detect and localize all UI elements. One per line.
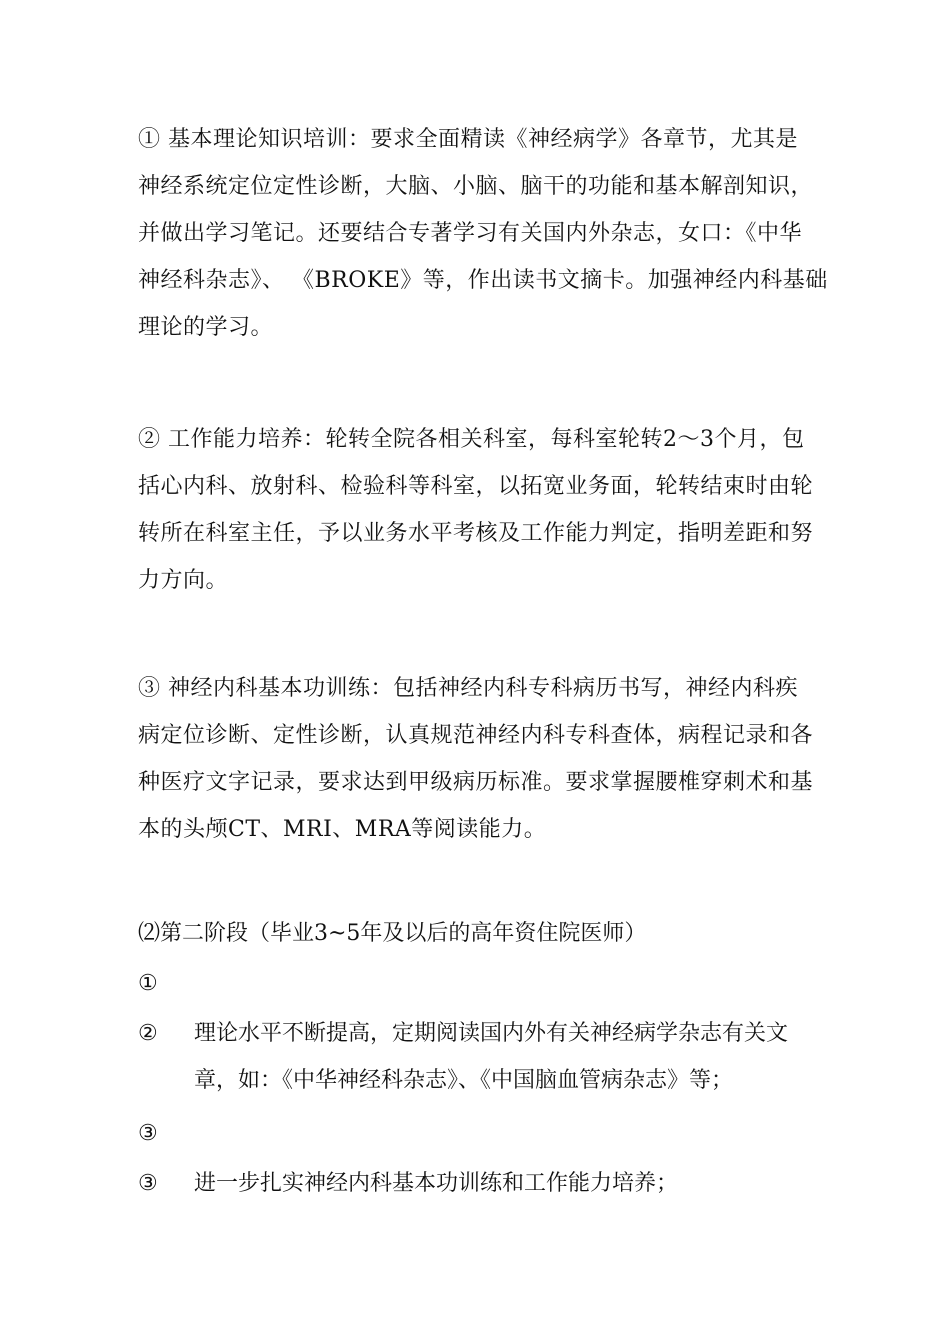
list-marker: ② [138, 1021, 158, 1046]
list-item-text [194, 1160, 678, 1207]
text-line: 并做出学习笔记。还要结合专著学习有关国内外杂志，女口：《中华 [138, 221, 803, 246]
text-line: ③ 神经内科基本功训练：包括神经内科专科病历书写，神经内科疾 [138, 676, 798, 701]
list-item-text [194, 1010, 788, 1104]
text-line: 力方向。 [138, 568, 229, 593]
stage-heading: ⑵第二阶段（毕业3~5年及以后的高年资住院医师） [138, 921, 647, 946]
text-line: 转所在科室主任，予以业务水平考核及工作能力判定，指明差距和努 [138, 521, 814, 546]
text-line: ① 基本理论知识培训：要求全面精读《神经病学》各章节，尤其是 [138, 127, 798, 152]
text-line: 理论的学习。 [138, 315, 274, 340]
text-line: 神经系统定位定性诊断，大脑、小脑、脑干的功能和基本解剖知识， [138, 174, 814, 199]
text-line: 章，如：《中华神经科杂志》、《中国脑血管病杂志》等； [194, 1068, 734, 1093]
paragraph-basic-skills [138, 665, 828, 853]
text-line: ② 工作能力培养：轮转全院各相关科室，每科室轮转2〜3个月，包 [138, 427, 805, 452]
text-line: 病定位诊断、定性诊断，认真规范神经内科专科查体，病程记录和各 [138, 723, 814, 748]
list-marker: ③ [138, 1121, 158, 1146]
list-marker: ③ [138, 1171, 158, 1196]
paragraph-theory-training [138, 116, 828, 351]
paragraph-work-ability [138, 416, 828, 604]
text-line: 进一步扎实神经内科基本功训练和工作能力培养； [194, 1171, 679, 1196]
text-line: 括心内科、放射科、检验科等科室，以拓宽业务面，轮转结束时由轮 [138, 474, 814, 499]
text-line: 神经科杂志》、 《BROKE》等，作出读书文摘卡。加强神经内科基础 [138, 268, 828, 293]
text-line: 本的头颅CT、MRI、MRA等阅读能力。 [138, 817, 547, 842]
text-line: 种医疗文字记录，要求达到甲级病历标准。要求掌握腰椎穿刺术和基 [138, 770, 814, 795]
list-marker: ① [138, 971, 158, 996]
text-line: 理论水平不断提高，定期阅读国内外有关神经病学杂志有关文 [194, 1021, 789, 1046]
